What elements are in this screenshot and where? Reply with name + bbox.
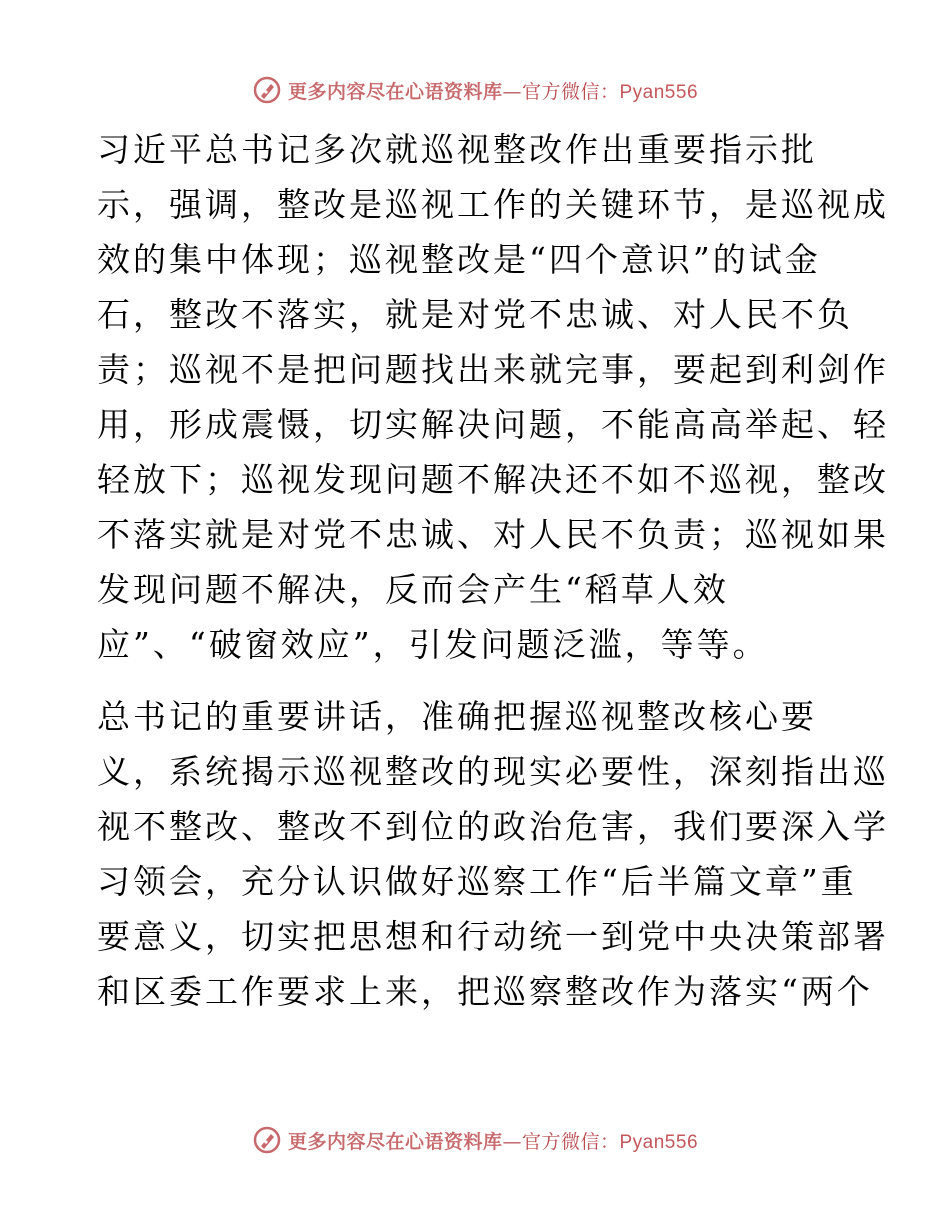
text-line: 习领会，充分认识做好巡察工作“后半篇文章”重	[97, 862, 857, 901]
text-line: 总书记的重要讲话，准确把握巡视整改核心要	[97, 697, 817, 736]
watermark-wechat-id: Pyan556	[619, 1131, 699, 1153]
watermark-label: 官方微信：	[521, 80, 620, 103]
text-line: 义，系统揭示巡视整改的现实必要性，深刻指出巡	[97, 752, 889, 791]
text-line: 不落实就是对党不忠诚、对人民不负责；巡视如果	[97, 515, 889, 554]
text-line: 发现问题不解决，反而会产生“稻草人效	[97, 570, 729, 609]
watermark-brand: 更多内容尽在心语资料库	[287, 80, 503, 103]
text-line: 石，整改不落实，就是对党不忠诚、对人民不负	[97, 295, 853, 334]
text-line: 应”、“破窗效应”，引发问题泛滥，等等。	[97, 625, 769, 664]
watermark-label: 官方微信：	[521, 1130, 620, 1153]
text-line: 视不整改、整改不到位的政治危害，我们要深入学	[97, 807, 889, 846]
paragraph-2	[97, 689, 889, 1019]
paragraph-1	[97, 122, 889, 672]
text-line: 轻放下；巡视发现问题不解决还不如不巡视，整改	[97, 460, 889, 499]
text-line: 和区委工作要求上来，把巡察整改作为落实“两个	[97, 972, 873, 1011]
text-line: 用，形成震慑，切实解决问题，不能高高举起、轻	[97, 405, 889, 444]
text-line: 示，强调，整改是巡视工作的关键环节，是巡视成	[97, 185, 889, 224]
watermark-wechat-id: Pyan556	[619, 81, 699, 103]
watermark-brand: 更多内容尽在心语资料库	[287, 1130, 503, 1153]
header-watermark	[0, 70, 950, 110]
text-line: 习近平总书记多次就巡视整改作出重要指示批	[97, 130, 817, 169]
pen-nib-circle-icon	[252, 1125, 282, 1155]
footer-watermark	[0, 1120, 950, 1160]
text-line: 要意义，切实把思想和行动统一到党中央决策部署	[97, 917, 889, 956]
pen-nib-circle-icon	[252, 75, 282, 105]
text-line: 责；巡视不是把问题找出来就完事，要起到利剑作	[97, 350, 889, 389]
watermark-separator: —	[502, 1130, 522, 1153]
document-body	[97, 122, 889, 1019]
watermark-separator: —	[502, 80, 522, 103]
text-line: 效的集中体现；巡视整改是“四个意识”的试金	[97, 240, 821, 279]
